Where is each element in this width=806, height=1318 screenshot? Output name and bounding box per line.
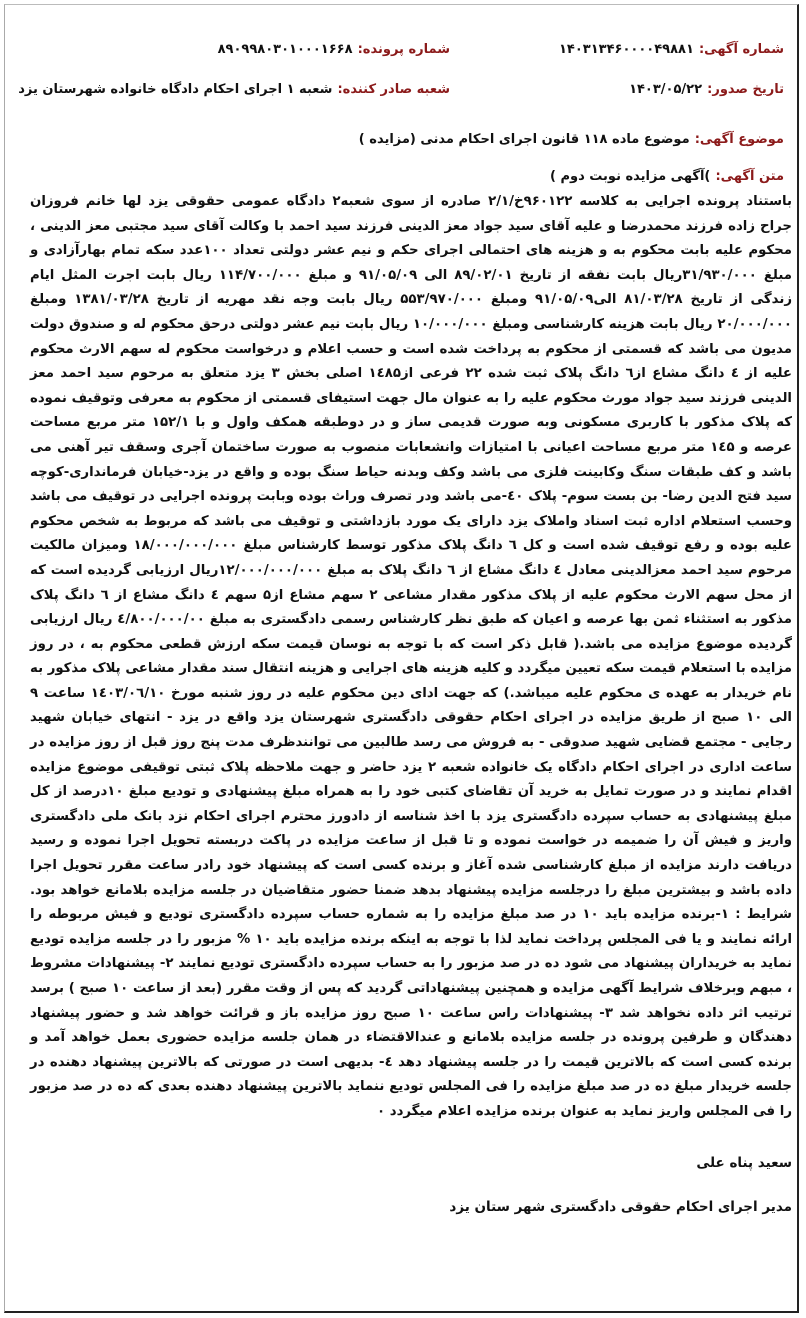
subject-field (359, 128, 784, 147)
notice-text-field (550, 165, 784, 184)
file-number-field (218, 38, 450, 57)
file-number-label: شماره پرونده: (357, 42, 450, 57)
signatory-name: سعید پناه علی (696, 1155, 792, 1171)
notice-heading: )آگهی مزایده نوبت دوم ) (550, 169, 711, 184)
notice-body: باستناد پرونده اجرایی به کلاسه ۹۶۰۱۲۲خ/۲/۱ صادره از سوی شعبه۲ دادگاه عمومی حقوقی یزد لها خانم فروزان جراح زاده فرزند محمدرضا و علیه آقای سید جواد معز الدینی فرزند سید احمد با وکالت آقای سید مجتبی معز الدینی ، محکوم علیه بابت محکوم به و هزینه های احتمالی اجرای حکم و نیم عشر دولتی تعداد ۱۰۰عدد سکه تمام بهارآزادی و مبلغ ۳۱/۹۳۰/۰۰۰ریال بابت نفقه از تاریخ ۸۹/۰۲/۰۱ الی ۹۱/۰۵/۰۹ و مبلغ ۱۱۴/۷۰۰/۰۰۰ ریال بابت اجرت المثل ایام زندگی از تاریخ ۸۱/۰۳/۲۸ الی۹۱/۰۵/۰۹ ومبلغ ۵۵۳/۹۷۰/۰۰۰ ریال بابت وجه نقد مهریه از تاریخ ۱۳۸۱/۰۳/۲۸ ومبلغ ۲۰/۰۰۰/۰۰۰ ریال بابت هزینه کارشناسی ومبلغ ۱۰/۰۰۰/۰۰۰ ریال بابت نیم عشر دولتی درحق محکوم له و صندوق دولت مدیون می باشد که قسمتی از محکوم به پرداخت شده است و حسب اعلام و درخواست محکوم له سهم الارث محکوم علیه از ٤ دانگ مشاع از٦ دانگ پلاک ثبت شده ۲۲ فرعی از۱٤۸۵ اصلی بخش ۳ یزد متعلق به مرحوم سید احمد معز الدینی فرزند سید جواد مورث محکوم علیه را به عنوان مال جهت استیفای قسمتی از محکوم به معرفی وتوقیف نموده که پلاک مذکور با کاربری مسکونی وبه صورت قدیمی ساز و در دوطبقه همکف واول و با ۱۵۲/۱ متر مربع مساحت عرصه و ۱٤۵ متر مربع مساحت اعیانی با امتیازات وانشعابات منصوب به صورت ساختمان آجری وسقف تیر آهنی می باشد و کف طبقات سنگ وکابینت فلزی می باشد وکف وبدنه حیاط سنگ بوده و واقع در یزد-خیابان فرمانداری-کوچه سید فتح الدین رضا- بن بست سوم- پلاک ٤۰-می باشد ودر تصرف وراث بوده وبابت پرونده اجرایی در توقیف می باشد وحسب استعلام اداره ثبت اسناد واملاک یزد دارای یک مورد بازداشتی و توقیف می باشد که مربوط به شخص محکوم علیه بوده و رفع توقیف شده است و کل ٦ دانگ پلاک مذکور توسط کارشناس مبلغ ۱۸/۰۰۰/۰۰۰/۰۰۰ ومیزان مالکیت مرحوم سید احمد معزالدینی معادل ٤ دانگ مشاع از ٦ دانگ پلاک به مبلغ ۱۲/۰۰۰/۰۰۰/۰۰۰ریال ارزیابی گردیده است که از محل سهم الارث محکوم علیه از پلاک مذکور مقدار مشاعی ۲ سهم مشاع از۵ سهم ٤ دانگ مشاع از ٦ دانگ پلاک مذکور به استثناء ثمن بها عرصه و اعیان که طبق نظر کارشناس رسمی دادگستری به مبلغ ٤/۸۰۰/۰۰۰/۰۰ ریال ارزیابی گردیده موضوع مزایده می باشد.( قابل ذکر است که با توجه به نوسان قیمت سکه ارزش قطعی محکوم به ، در روز مزایده با استعلام قیمت سکه تعیین میگردد و کلیه هزینه های اجرایی و هزینه انتقال سند مقدار مشاعی پلاک مذکور به نام خریدار به عهده ی محکوم علیه میباشد.) که جهت ادای دین محکوم علیه در روز شنبه مورخ ۱٤۰۳/۰٦/۱۰ ساعت ۹ الی ۱۰ صبح از طریق مزایده در اجرای احکام حقوقی دادگستری شهرستان یزد واقع در یزد - انتهای خیابان شهید رجایی - مجتمع قضایی شهید صدوقی - به فروش می رسد طالبین می توانندظرف مدت پنج روز قبل از روز مزایده در ساعت اداری در اجرای احکام دادگاه یک خانواده شعبه ۲ یزد حاضر و جهت ملاحظه پلاک ثبتی توقیفی موضوع مزایده اقدام نمایند و در صورت تمایل به خرید آن تقاضای کتبی خود را به همراه مبلغ پیشنهادی و تودیع مبلغ ۱۰درصد از کل مبلغ پیشنهادی به حساب سپرده دادگستری یزد با اخذ شناسه از دادورز محترم اجرای احکام نزد بانک ملی دادگستری واریز و فیش آن را ضمیمه در خواست نموده و تا قبل از ساعت مزایده در پاکت دربسته تحویل اجرا نموده و رسید دریافت دارند مزایده از مبلغ کارشناسی شده آغاز و برنده کسی است که پیشنهاد خود رادر ساعت مقرر تحویل اجرا داده باشد و بیشترین مبلغ را درجلسه مزایده پیشنهاد بدهد ضمنا حضور متقاضیان در جلسه مزایده بلامانع خواهد بود. شرایط : ۱-برنده مزایده باید ۱۰ در صد مبلغ مزایده را به شماره حساب سپرده دادگستری تودیع و فیش مربوطه را ارائه نمایند و یا فی المجلس پرداخت نماید لذا با توجه به اینکه برنده مزایده باید ۱۰ % مزبور را در جلسه مزایده تودیع نماید به خریداران پیشنهاد می شود ده در صد مزبور را به حساب سپرده دادگستری تودیع نمایند ۲- پیشنهادات مشروط ، مبهم وبرخلاف شرایط آگهی مزایده و همچنین پیشنهاداتی گردید که پس از وقت مقرر (بعد از ساعت ۱۰ صبح ) برسد ترتیب اثر داده نخواهد شد ۳- پیشنهادات راس ساعت ۱۰ صبح روز مزایده باز و قرائت خواهد شد و حضور پیشنهاد دهندگان و طرفین پرونده در جلسه مزایده بلامانع و عندالاقتضاء در همان جلسه مزایده حضوری بعمل خواهد آمد و برنده کسی است که بالاترین قیمت را در جلسه پیشنهاد دهد ٤- بدیهی است در صورتی که بالاترین پیشنهاد دهنده در جلسه خریدار مبلغ ده در صد مبلغ مزایده را فی المجلس تودیع ننماید بالاترین پیشنهاد دهنده بعدی که ده در صد مزبور را فی المجلس واریز نماید به عنوان برنده مزایده اعلام میگردد ٠ (30, 194, 793, 1119)
issuer-field (18, 78, 450, 97)
issue-date-value: ۱۴۰۳/۰۵/۲۲ (629, 82, 703, 97)
issue-date-label: تاریخ صدور: (707, 82, 784, 97)
notice-number-label: شماره آگهی: (698, 42, 784, 57)
file-number-value: ۸۹۰۹۹۸۰۳۰۱۰۰۰۱۶۶۸ (217, 42, 353, 57)
notice-number-field (559, 38, 784, 57)
subject-label: موضوع آگهی: (694, 132, 784, 147)
subject-value: موضوع ماده ۱۱۸ قانون اجرای احکام مدنی (مزایده ) (358, 132, 690, 147)
signatory-title: مدیر اجرای احکام حقوقی دادگستری شهر ستان یزد (449, 1199, 792, 1215)
issuer-label: شعبه صادر کننده: (337, 82, 450, 97)
notice-number-value: ۱۴۰۳۱۳۴۶۰۰۰۰۴۹۸۸۱ (559, 42, 694, 57)
issue-date-field (629, 78, 784, 97)
notice-text-label: متن آگهی: (715, 169, 784, 184)
issuer-value: شعبه ۱ اجرای احکام دادگاه خانواده شهرستان یزد (18, 82, 333, 97)
